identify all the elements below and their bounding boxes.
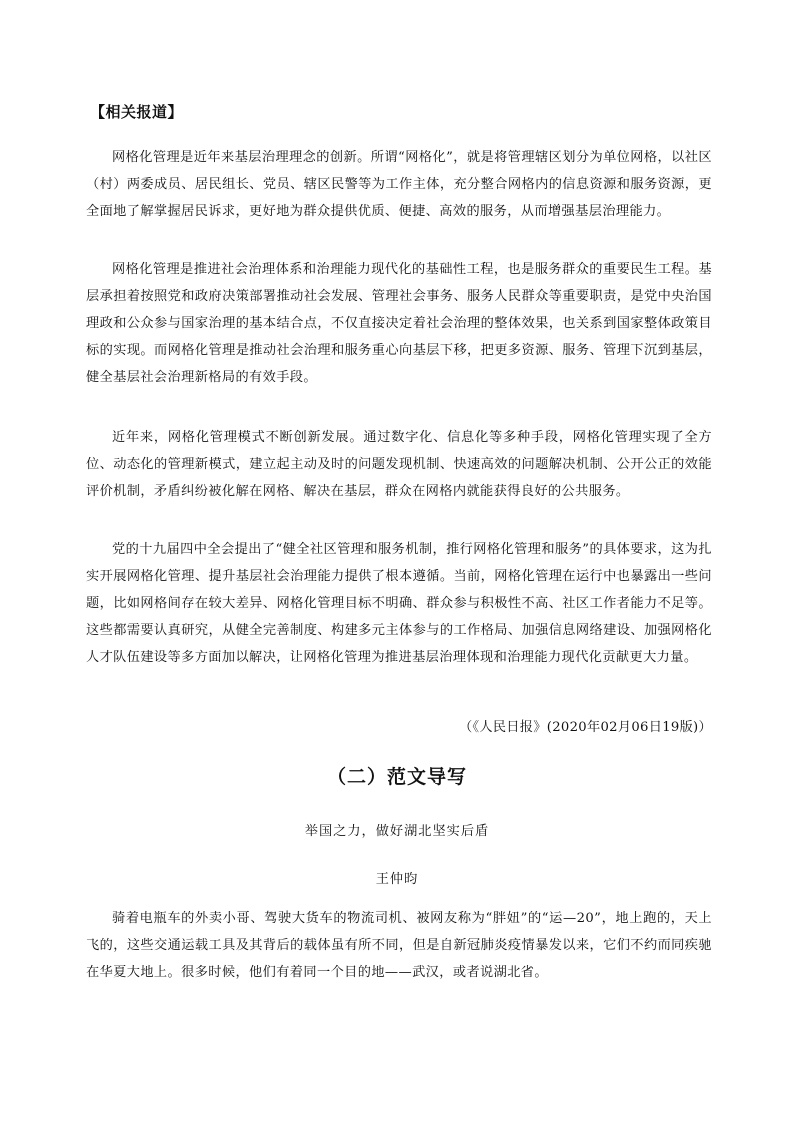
- report-paragraph-1: 网格化管理是近年来基层治理理念的创新。所谓“网格化”，就是将管理辖区划分为单位网格，以社区（村）两委成员、居民组长、党员、辖区民警等为工作主体，充分整合网格内的信息资源和服务资源，更全面地了解掌握居民诉求，更好地为群众提供优质、便捷、高效的服务，从而增强基层治理能力。: [86, 150, 712, 219]
- report-paragraph-2: 网格化管理是推进社会治理体系和治理能力现代化的基础性工程，也是服务群众的重要民生工程。基层承担着按照党和政府决策部署推动社会发展、管理社会事务、服务人民群众等重要职责，是党中央治国理政和公众参与国家治理的基本结合点，不仅直接决定着社会治理的整体效果，也关系到国家整体政策目标的实现。而网格化管理是推动社会治理和服务重心向基层下移，把更多资源、服务、管理下沉到基层，健全基层社会治理新格局的有效手段。: [86, 262, 712, 385]
- section-heading-model-essay: （二）范文导写: [326, 766, 467, 788]
- essay-paragraph-1: 骑着电瓶车的外卖小哥、驾驶大货车的物流司机、被网友称为“胖妞”的“运—20”，地上跑的，天上飞的，这些交通运载工具及其背后的载体虽有所不同，但是自新冠肺炎疫情暴发以来，它们不约而同疾驰在华夏大地上。很多时候，他们有着同一个目的地——武汉，或者说湖北省。: [86, 911, 712, 980]
- section-label-related-report: 【相关报道】: [90, 103, 184, 121]
- report-paragraph-4: 党的十九届四中全会提出了“健全社区管理和服务机制，推行网格化管理和服务”的具体要求，这为扎实开展网格化管理、提升基层社会治理能力提供了根本遵循。当前，网格化管理在运行中也暴露出一些问题，比如网格间存在较大差异、网格化管理目标不明确、群众参与积极性不高、社区工作者能力不足等。这些都需要认真研究，从健全完善制度、构建多元主体参与的工作格局、加强信息网络建设、加强网格化人才队伍建设等多方面加以解决，让网格化管理为推进基层治理体现和治理能力现代化贡献更大力量。: [86, 542, 712, 665]
- essay-author: 王仲昀: [375, 872, 419, 887]
- report-source-citation: （《人民日报》(2020年02月06日19版)）: [458, 720, 712, 735]
- essay-title: 举国之力，做好湖北坚实后盾: [304, 824, 490, 839]
- report-paragraph-3: 近年来，网格化管理模式不断创新发展。通过数字化、信息化等多种手段，网格化管理实现了全方位、动态化的管理新模式，建立起主动及时的问题发现机制、快速高效的问题解决机制、公开公正的效能评价机制，矛盾纠纷被化解在网格、解决在基层，群众在网格内就能获得良好的公共服务。: [86, 430, 712, 499]
